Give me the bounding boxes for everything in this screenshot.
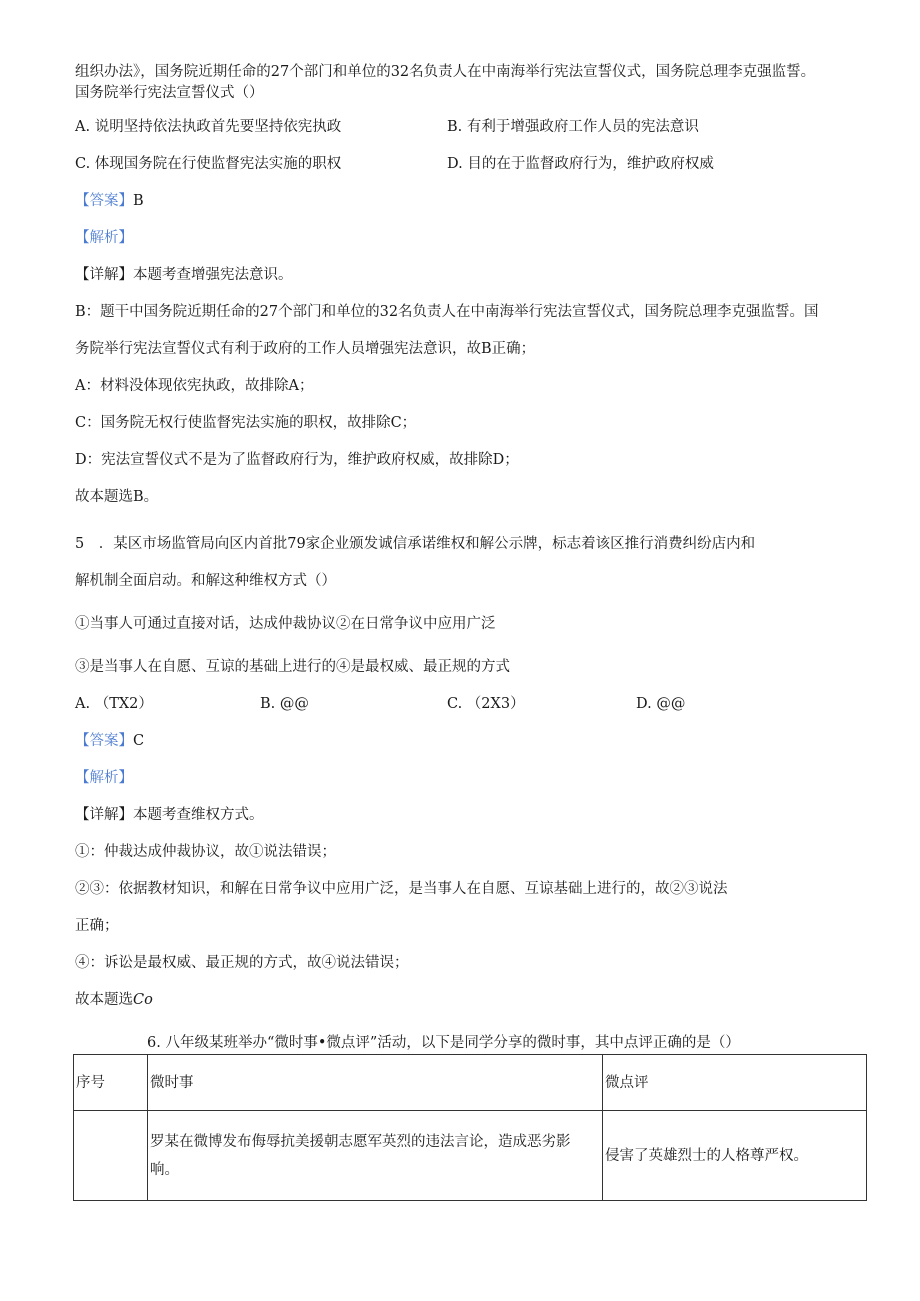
q5-item-line2: ③是当事人在自愿、互谅的基础上进行的④是最权威、最正规的方式 [75, 659, 510, 675]
q4-explain-a: A：材料没体现依宪执政，故排除A； [75, 378, 314, 394]
q5-answer-tag: 【答案】 [75, 733, 133, 749]
table-cell-event [148, 1111, 603, 1201]
table-cell-event-line1: 罗某在微博发布侮辱抗美援朝志愿军英烈的违法言论，造成恶劣影 [150, 1133, 571, 1150]
q4-stem-line1: 组织办法》，国务院近期任命的27个部门和单位的32名负责人在中南海举行宪法宣誓仪式，国务院总理李克强监誓。 [75, 64, 816, 80]
q4-conclusion: 故本题选B。 [75, 489, 159, 505]
q5-item-line1: ①当事人可通过直接对话，达成仲裁协议②在日常争议中应用广泛 [75, 616, 496, 632]
q4-option-c: C. 体现国务院在行使监督宪法实施的职权 [75, 156, 342, 172]
q5-explain-1: ①：仲裁达成仲裁协议，故①说法错误； [75, 844, 336, 860]
table-header-comment: 微点评 [603, 1055, 867, 1111]
q5-analysis-tag: 【解析】 [75, 770, 133, 786]
q4-analysis-tag: 【解析】 [75, 230, 133, 246]
q4-explain-b-line2: 务院举行宪法宣誓仪式有利于政府的工作人员增强宪法意识，故B正确； [75, 341, 536, 357]
q4-stem-line2: 国务院举行宪法宣誓仪式（） [75, 85, 264, 101]
q4-option-a: A. 说明坚持依法执政首先要坚持依宪执政 [75, 119, 342, 135]
table-row [74, 1111, 867, 1201]
q5-option-b: B. @@ [260, 696, 309, 712]
q4-option-d: D. 目的在于监督政府行为，维护政府权威 [447, 156, 714, 172]
q4-answer-tag: 【答案】 [75, 193, 133, 209]
q5-stem-line2: 解机制全面启动。和解这种维权方式（） [75, 573, 336, 589]
table-header-event: 微时事 [148, 1055, 603, 1111]
table-header-row [74, 1055, 867, 1111]
q5-option-d: D. @@ [636, 696, 686, 712]
q5-option-a: A. （TX2） [75, 696, 153, 712]
q5-detail: 【详解】本题考查维权方式。 [75, 807, 264, 823]
q5-explain-23-line2: 正确； [75, 918, 119, 934]
q4-detail: 【详解】本题考查增强宪法意识。 [75, 267, 293, 283]
table-header-index: 序号 [74, 1055, 148, 1111]
table-cell-event-line2: 响。 [150, 1161, 179, 1178]
q5-option-c: C. （2X3） [447, 696, 525, 712]
q4-explain-d: D：宪法宣誓仪式不是为了监督政府行为，维护政府权威，故排除D； [75, 452, 519, 468]
q4-option-b: B. 有利于增强政府工作人员的宪法意识 [447, 119, 699, 135]
q5-conclusion-value: Co [133, 992, 153, 1008]
q6-table [73, 1054, 867, 1201]
q4-explain-b-line1: B：题干中国务院近期任命的27个部门和单位的32名负责人在中南海举行宪法宣誓仪式，国务院总理李克强监誓。国 [75, 304, 819, 320]
q4-explain-c: C：国务院无权行使监督宪法实施的职权，故排除C； [75, 415, 417, 431]
table-cell-index [74, 1111, 148, 1201]
q5-answer [75, 731, 144, 751]
q5-explain-4: ④：诉讼是最权威、最正规的方式，故④说法错误； [75, 955, 409, 971]
q5-conclusion [75, 990, 153, 1010]
table-cell-comment: 侵害了英雄烈士的人格尊严权。 [603, 1111, 867, 1201]
q4-answer-value: B [133, 193, 144, 209]
q5-stem-line1: 5 ．某区市场监管局向区内首批79家企业颁发诚信承诺维权和解公示牌，标志着该区推行消费纠纷店内和 [75, 536, 756, 552]
q6-stem: 6. 八年级某班举办“微时事•微点评”活动，以下是同学分享的微时事，其中点评正确的是（） [147, 1035, 740, 1051]
q4-answer [75, 191, 144, 211]
q5-answer-value: C [133, 733, 145, 749]
q5-conclusion-prefix: 故本题选 [75, 992, 133, 1008]
q5-explain-23-line1: ②③：依据教材知识，和解在日常争议中应用广泛，是当事人在自愿、互谅基础上进行的，故②③说法 [75, 881, 728, 897]
